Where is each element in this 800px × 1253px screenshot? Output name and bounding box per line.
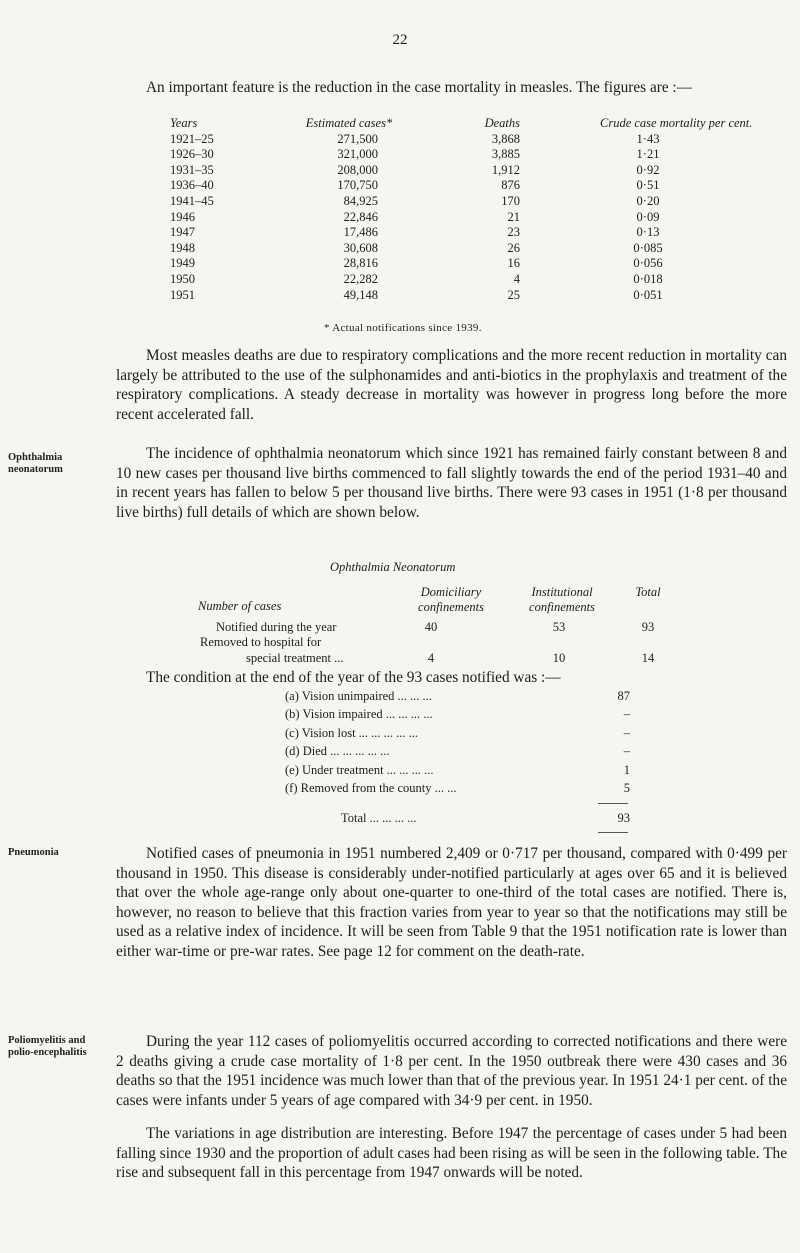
cell-estimated: 49,148: [343, 287, 378, 302]
cell-year: 1926–30: [170, 147, 214, 162]
measles-paragraph: Most measles deaths are due to respiratory complications and the more recent reduction in mortality can largely be attributed to the use of the sulphonamides and anti-biotics in the prophylaxis and treatment of the respiratory complications. A steady decrease in mortality was however in progress long before the more recent accelerated fall.: [116, 347, 787, 423]
measles-table-row: [170, 241, 790, 257]
ophthalmia-row-removed-dom: 4: [427, 651, 435, 665]
margin-note-polio: Poliomyelitis and polio-encephalitis: [8, 1035, 87, 1058]
measles-table-row: [170, 147, 790, 163]
condition-value: 1: [623, 762, 630, 777]
cell-deaths: 23: [507, 225, 520, 240]
condition-row: [0, 707, 800, 724]
cell-year: 1936–40: [170, 178, 214, 193]
ophthalmia-table-title: Ophthalmia Neonatorum: [330, 560, 456, 574]
ophthalmia-row-removed-label-a: Removed to hospital for: [200, 635, 322, 649]
measles-footnote: * Actual notifications since 1939.: [324, 322, 482, 334]
measles-table-header: [170, 116, 790, 132]
condition-value: 5: [623, 781, 630, 795]
condition-value: –: [623, 707, 630, 722]
measles-table-row: [170, 210, 790, 226]
cell-deaths: 170: [501, 193, 520, 208]
measles-table-row: [170, 163, 790, 179]
cell-deaths: 25: [507, 287, 520, 302]
cell-deaths: 3,885: [491, 147, 520, 162]
cell-deaths: 4: [513, 271, 520, 286]
cell-estimated: 271,500: [337, 131, 378, 146]
condition-total-value: 93: [617, 811, 630, 825]
cell-rate: 0·92: [636, 162, 660, 177]
polio-paragraph-1: During the year 112 cases of poliomyelitis occurred according to corrected notifications and there were 2 deaths giving a crude case mortality of 1·8 per cent. In the 1950 outbreak there were 430 cases and 36 deaths so that the 1951 incidence was much lower than that of the previous year. In 1951 24·1 per cent. of the cases were infants under 5 years of age compared with 34·9 per cent. in 1950.: [116, 1033, 787, 1109]
condition-row: [0, 726, 800, 743]
margin-note-pneumonia: Pneumonia: [8, 847, 59, 858]
cell-year: 1947: [170, 225, 195, 240]
condition-value: –: [623, 725, 630, 740]
condition-label: (c) Vision lost ... ... ... ... ...: [285, 725, 419, 740]
condition-row: [0, 689, 800, 706]
condition-label: (a) Vision unimpaired ... ... ...: [285, 689, 432, 703]
cell-deaths: 876: [501, 178, 520, 193]
cell-year: 1948: [170, 240, 195, 255]
condition-row: [0, 763, 800, 780]
cell-year: 1941–45: [170, 193, 214, 208]
cell-year: 1949: [170, 256, 195, 271]
cell-estimated: 17,486: [343, 225, 378, 240]
measles-table-row: [170, 256, 790, 272]
ophthalmia-paragraph: The incidence of ophthalmia neonatorum which since 1921 has remained fairly constant between 8 and 10 new cases per thousand live births commenced to fall slightly towards the end of the period 1931–40 and in recent years has fallen to below 5 per thousand live births. There were 93 cases in 1951 (1·8 per thousand live births) full details of which are shown below.: [116, 445, 787, 521]
cell-rate: 0·13: [636, 225, 660, 240]
cell-estimated: 170,750: [337, 178, 378, 193]
measles-table-row: [170, 132, 790, 148]
ophthalmia-row-notified-total: 93: [641, 620, 655, 634]
cell-year: 1950: [170, 271, 195, 286]
measles-table-row: [170, 225, 790, 241]
pneumonia-paragraph: Notified cases of pneumonia in 1951 numbered 2,409 or 0·717 per thousand, compared with 0·499 per thousand in 1950. This disease is considerably under-notified particularly at ages over 65 and it is believed that over the whole age-range only about one-quarter to one-third of the total cases are notified. There is, however, no reason to believe that this fraction varies from year to year so that the notifications may still be used as a relative index of incidence. It will be seen from Table 9 that the 1951 notification rate is lower than either war-time or pre-war rates. See page 12 for comment on the death-rate.: [116, 845, 787, 960]
condition-label: (b) Vision impaired ... ... ... ...: [285, 707, 433, 722]
header-rate: Crude case mortality per cent.: [600, 116, 753, 130]
measles-table-row: [170, 272, 790, 288]
header-estimated: Estimated cases*: [305, 116, 393, 130]
page-number: 22: [392, 32, 408, 48]
measles-table-row: [170, 194, 790, 210]
cell-year: 1951: [170, 287, 195, 302]
cell-rate: 1·43: [636, 131, 660, 146]
cell-deaths: 21: [507, 209, 520, 224]
measles-intro: An important feature is the reduction in the case mortality in measles. The figures are :—: [146, 79, 692, 96]
cell-rate: 0·018: [633, 271, 663, 286]
condition-row: [0, 744, 800, 761]
cell-deaths: 16: [507, 256, 520, 271]
cell-rate: 0·51: [636, 178, 660, 193]
cell-deaths: 1,912: [491, 162, 520, 177]
measles-table-row: [170, 178, 790, 194]
cell-estimated: 84,925: [343, 193, 378, 208]
cell-rate: 0·056: [633, 256, 663, 271]
cell-rate: 1·21: [636, 147, 660, 162]
cell-rate: 0·085: [633, 240, 663, 255]
cell-year: 1946: [170, 209, 195, 224]
ophthalmia-header-domiciliary: Domiciliary confinements: [418, 585, 484, 614]
ophthalmia-row-removed-total: 14: [641, 651, 655, 665]
ophthalmia-row-notified-inst: 53: [552, 620, 566, 634]
total-rule-top: [598, 803, 628, 804]
cell-rate: 0·09: [636, 209, 660, 224]
cell-rate: 0·20: [636, 193, 660, 208]
cell-estimated: 321,000: [337, 147, 378, 162]
condition-total-label: Total ... ... ... ...: [341, 811, 417, 825]
margin-note-ophthalmia: Ophthalmia neonatorum: [8, 452, 63, 475]
ophthalmia-row-removed-label-b: special treatment ...: [246, 651, 344, 665]
ophthalmia-row-notified-label: Notified during the year: [216, 620, 337, 634]
cell-estimated: 30,608: [343, 240, 378, 255]
cell-deaths: 26: [507, 240, 520, 255]
cell-estimated: 28,816: [343, 256, 378, 271]
condition-value: –: [623, 744, 630, 759]
ophthalmia-header-number: Number of cases: [198, 599, 282, 613]
total-rule-bottom: [598, 832, 628, 833]
condition-total: [0, 811, 800, 828]
condition-intro: The condition at the end of the year of the 93 cases notified was :—: [146, 669, 561, 686]
ophthalmia-header-total: Total: [635, 585, 661, 599]
polio-paragraph-2: The variations in age distribution are interesting. Before 1947 the percentage of cases under 5 had been falling since 1930 and the proportion of adult cases had been rising as will be seen in the following table. The rise and subsequent fall in this percentage from 1947 onwards will be noted.: [116, 1125, 787, 1181]
condition-label: (e) Under treatment ... ... ... ...: [285, 762, 434, 777]
cell-estimated: 22,282: [343, 271, 378, 286]
condition-label: (f) Removed from the county ... ...: [285, 781, 457, 795]
measles-table-row: [170, 288, 790, 304]
measles-table: [170, 116, 790, 303]
condition-row: [0, 781, 800, 798]
header-years: Years: [170, 116, 198, 130]
ophthalmia-header-institutional: Institutional confinements: [529, 585, 595, 614]
cell-estimated: 22,846: [343, 209, 378, 224]
header-deaths: Deaths: [484, 116, 520, 130]
condition-value: 87: [617, 689, 630, 703]
condition-label: (d) Died ... ... ... ... ...: [285, 744, 390, 759]
cell-rate: 0·051: [633, 287, 663, 302]
cell-year: 1931–35: [170, 162, 214, 177]
cell-estimated: 208,000: [337, 162, 378, 177]
cell-deaths: 3,868: [491, 131, 520, 146]
cell-year: 1921–25: [170, 131, 214, 146]
ophthalmia-row-removed-inst: 10: [552, 651, 566, 665]
ophthalmia-row-notified-dom: 40: [424, 620, 438, 634]
